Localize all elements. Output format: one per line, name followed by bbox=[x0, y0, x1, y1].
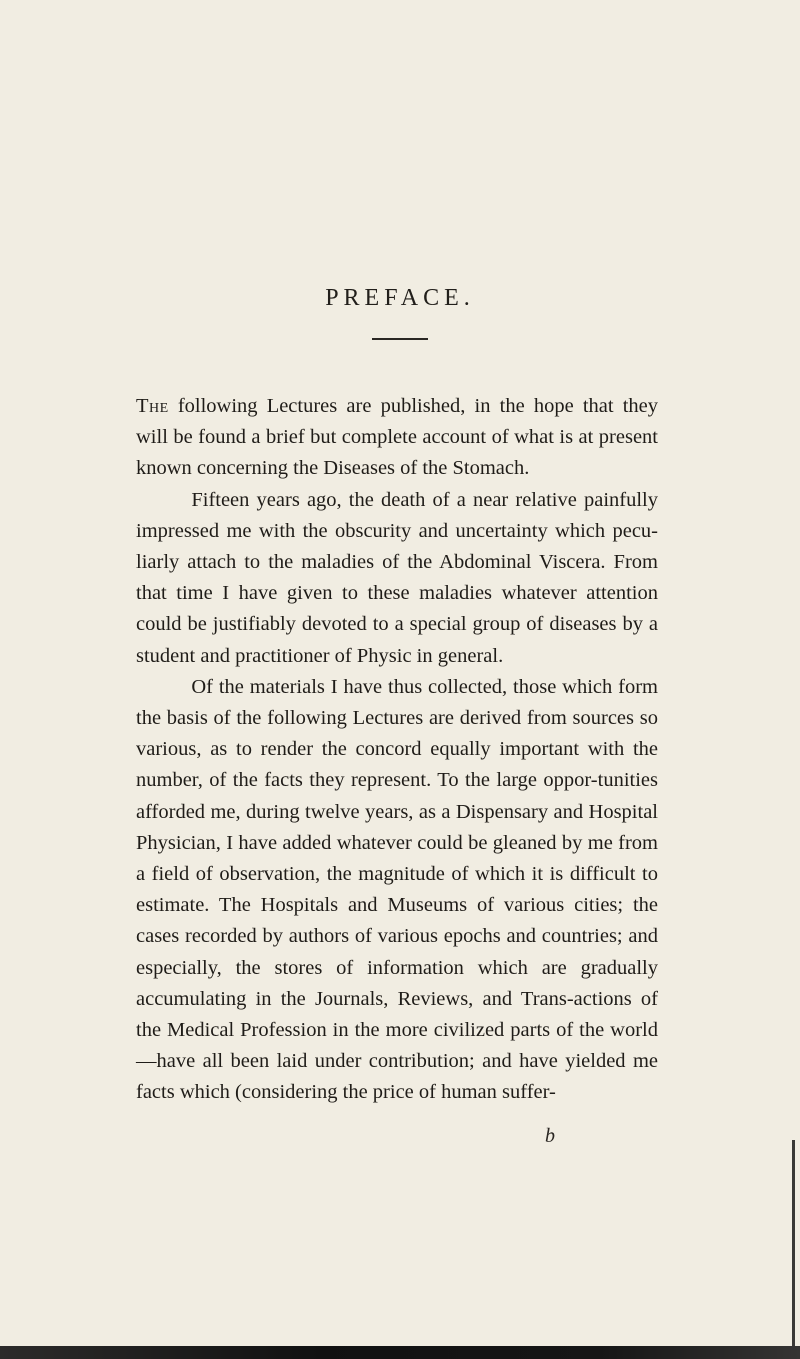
page-bottom-edge bbox=[0, 1346, 800, 1359]
title-divider bbox=[372, 338, 428, 340]
paragraph-3: Of the materials I have thus collected, those which form the basis of the following Lectures are derived from sources so various, as to render the concord equally important with the number, of the facts they represent. To the large oppor-tunities afforded me, during twelve years, as a Dispensary and Hospital Physician, I have added whatever could be gleaned by me from a field of observation, the magnitude of which it is difficult to estimate. The Hospitals and Museums of various cities; the cases recorded by authors of various epochs and countries; and especially, the stores of information which are gradually accumulating in the Journals, Reviews, and Trans-actions of the Medical Profession in the more civilized parts of the world—have all been laid under contribution; and have yielded me facts which (considering the price of human suffer- bbox=[136, 675, 658, 1104]
paragraph-1-text: following Lectures are published, in the hope that they will be found a brief but complete account of what is at present known concerning the Diseases of the Stomach. bbox=[136, 395, 658, 480]
page-edge-shadow bbox=[792, 1140, 795, 1359]
paragraph-lead-word: The bbox=[136, 395, 169, 417]
paragraph-2: Fifteen years ago, the death of a near relative painfully impressed me with the obscurity and uncertainty which pecu-liarly attach to the maladies of the Abdominal Viscera. From that time I have given to these maladies whatever attention could be justifiably devoted to a special group of diseases by a student and practitioner of Physic in general. bbox=[136, 488, 658, 667]
paragraph-1 bbox=[136, 391, 658, 485]
page-title: PREFACE. bbox=[325, 285, 475, 311]
signature-mark: b bbox=[545, 1125, 555, 1147]
preface-body bbox=[136, 391, 658, 1109]
